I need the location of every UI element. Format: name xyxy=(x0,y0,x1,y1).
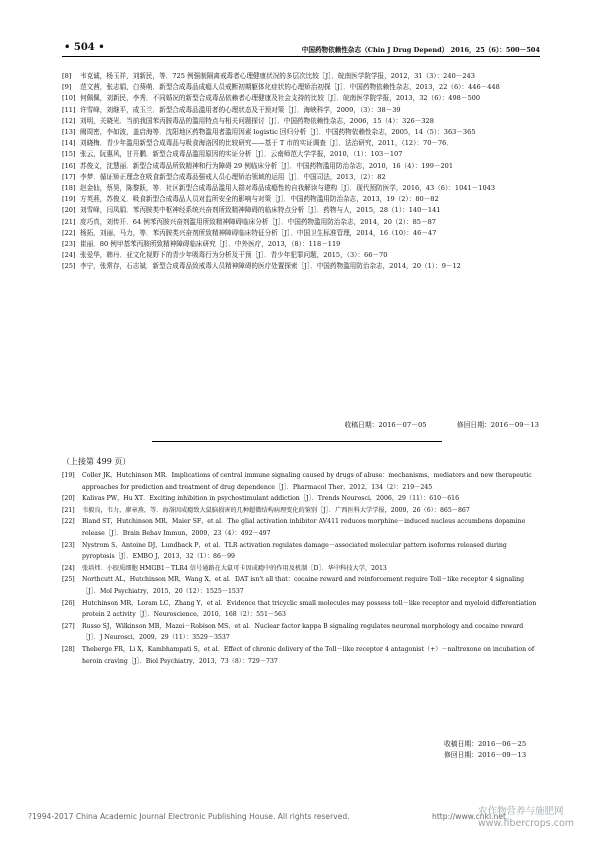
reference-entry xyxy=(62,149,540,160)
reference-entry xyxy=(62,71,540,82)
reference-number: [11] xyxy=(62,105,76,114)
reference-text: 苏俊义，沈慧丽．新型合成毒品所致精神和行为障碍 29 例临床分析［J］．中国药物滥用防治杂志，2010，16（4）：199－201 xyxy=(80,161,454,170)
reference-entry xyxy=(62,644,540,667)
reference-number: [25] xyxy=(62,576,75,584)
reference-entry xyxy=(62,93,540,104)
reference-text: 庞巧真，刘传开．64 例苯丙胺兴奋剂滥用所致精神障碍临床分析［J］．中国药物滥用防治杂志，2014，20（2）：85－87 xyxy=(80,217,436,226)
reference-number: [22] xyxy=(62,228,76,237)
reference-number: [19] xyxy=(62,195,76,204)
reference-number: [24] xyxy=(62,251,76,260)
reference-text: Coller JK，Hutchinson MR．Implications of central immune signaling caused by drugs of abuse：mechanisms，mediators and new therapeutic approaches for prediction and treatment of drug dependence［J］．Pharmacol Ther，2012，134（2）：219－245 xyxy=(82,472,532,491)
reference-number: [26] xyxy=(62,599,75,607)
reference-text: 何佩佩，刘新民，李秀．不同婚况的新型合成毒品依赖者心理健康及社会支持的比较［J］．皖南医学院学报，2013，32（6）：498－500 xyxy=(80,94,481,103)
reference-text: 张爱华，韩丹．亚文化视野下的青少年吸毒行为分析及干预［J］．青少年犯罪问题，2015，（3）：66－70 xyxy=(80,251,388,260)
reference-number: [28] xyxy=(62,645,75,653)
reference-number: [9] xyxy=(62,83,72,92)
reference-text: 韦克诚，杨玉祥，刘新民，等．725 例强制隔离戒毒者心理健康状况的多层次比较［J］．皖南医学院学报，2012，31（3）：240－243 xyxy=(80,72,475,80)
reference-entry xyxy=(62,183,540,194)
reference-entry xyxy=(62,493,540,505)
reference-number: [15] xyxy=(62,150,76,159)
page-number: • 504 • xyxy=(64,42,105,53)
page-header xyxy=(62,40,540,57)
reference-text: 李梦．循证矫正理念在吸食新型合成毒品强戒人员心理矫治领域的运用［J］．中国司法，2013，（2）：82 xyxy=(80,172,386,181)
reference-text: 赵金仙，蔡昊，陈黎跃，等．社区新型合成毒品滥用人群对毒品成瘾性的自我解读与建构［J］．现代预防医学，2016，43（6）：1041－1043 xyxy=(80,184,496,193)
reference-number: [24] xyxy=(62,564,75,572)
reference-list-part2 xyxy=(62,470,540,667)
reference-list-part1 xyxy=(62,71,540,273)
reference-entry xyxy=(62,194,540,205)
journal-citation: 中国药物依赖性杂志（Chin J Drug Depend） 2016，25（6）：500－504 xyxy=(301,46,540,54)
reference-entry xyxy=(62,105,540,116)
reference-number: [17] xyxy=(62,172,76,181)
reference-entry xyxy=(62,161,540,172)
reference-text: 刘雪峰，闫凤娟．苯丙胺类中枢神经系统兴奋剂所致精神障碍的临床特点分析［J］．药物与人，2015，28（1）：140－141 xyxy=(80,206,441,215)
reference-number: [20] xyxy=(62,495,75,503)
reference-number: [16] xyxy=(62,161,76,170)
reference-entry xyxy=(62,116,540,127)
reference-entry xyxy=(62,239,540,250)
reference-number: [10] xyxy=(62,94,76,103)
reference-text: 刘晓梅．青少年滥用新型合成毒品与吸食海洛因的比较研究——基于 T 市的实证调查［J］．法治研究，2011，（12）：70－76． xyxy=(80,139,453,148)
reference-text: 李宁，张常存，石志斌．新型合成毒品致戒毒人员精神障碍的医疗处置探索［J］．中国药物滥用防治杂志，2014，20（1）：9－12 xyxy=(80,262,461,271)
reference-text: Russo SJ，Wilkinson MB，Mazei－Robison MS，et al．Nuclear factor kappa B signaling regulates neuronal morphology and cocaine reward［J］．J Neurosci，2009，29（11）：3529－3537 xyxy=(82,622,524,642)
watermark-url: www.fibercrops.com xyxy=(478,818,575,829)
reference-entry xyxy=(62,205,540,216)
article-dates xyxy=(344,419,539,429)
reference-entry xyxy=(62,470,540,493)
reference-entry xyxy=(62,172,540,183)
reference-number: [27] xyxy=(62,622,75,630)
reference-text: 张培炜．小胶质细胞 HMGB1－TLR4 信号通路在大鼠可卡因成瘾中的作用及机制［D］．华中科技大学，2013 xyxy=(82,564,387,572)
reference-number: [23] xyxy=(62,541,75,549)
reference-entry xyxy=(62,127,540,138)
watermark-name: 农作物营养与施肥网 xyxy=(478,806,564,817)
reference-text: Kalivas PW，Hu XT．Exciting inhibition in psychostimulant addiction［J］．Trends Neurosci，2006，29（11）：610－616 xyxy=(82,495,460,503)
reference-text: Theberge FR，Li X，Kambhampati S，et al．Effect of chronic delivery of the Toll－like receptor 4 antagonist（+）－naltrexone on incubation of heroin craving［J］．Biol Psychiatry，2013，73（8）：729－737 xyxy=(82,645,535,665)
reference-text: Hutchinson MR，Loram LC，Zhang Y，et al．Evidence that tricyclic small molecules may possess toll－like receptor and myeloid differentiation protein 2 activity［J］．Neuroscience，2010，168（2）：551－563 xyxy=(82,599,537,619)
reference-number: [8] xyxy=(62,72,72,80)
reference-number: [21] xyxy=(62,506,75,514)
reference-number: [23] xyxy=(62,240,76,249)
reference-number: [18] xyxy=(62,184,76,193)
reference-number: [12] xyxy=(62,116,76,125)
reference-number: [21] xyxy=(62,217,76,226)
reference-entry xyxy=(62,217,540,228)
reference-text: Northcutt AL，Hutchinson MR，Wang X，et al．DAT isn't all that：cocaine reward and reinforcement require Toll－like receptor 4 signaling［J］．Mol Psychiatry，2015，20（12）：1525－1537 xyxy=(82,576,525,595)
received-date: 收稿日期：2016－07－05 xyxy=(344,421,427,429)
reference-entry xyxy=(62,138,540,149)
reference-text: Bland ST，Hutchinson MR，Maier SF，et al．The glial activation inhibitor AV411 reduces morphine－induced nucleus accumbens dopamine release［J］．Brain Behav Immun，2009，23（4）：492－497 xyxy=(82,518,526,537)
reference-number: [25] xyxy=(62,262,76,271)
reference-text: 崔丽．80 例甲基苯丙胺所致精神障碍临床研究［J］．中外医疗，2013，（8）：118－119 xyxy=(80,240,341,249)
revised-date: 修回日期：2016－09－13 xyxy=(444,751,527,759)
page-footer xyxy=(28,812,506,821)
reference-text: 刘明，关晓光．当前我国苯丙胺毒品的滥用特点与相关问题探讨［J］．中国药物依赖性杂志，2006，15（4）：326－328 xyxy=(80,116,434,125)
received-date: 收稿日期：2016－06－25 xyxy=(444,740,527,748)
site-watermark xyxy=(478,806,574,830)
reference-entry xyxy=(62,228,540,239)
reference-number: [19] xyxy=(62,472,75,479)
reference-entry xyxy=(62,261,540,272)
reference-entry xyxy=(62,505,540,517)
reference-text: 许雪峰，刘继平，成玉兰．新型合成毒品滥用者的心理状态及干预对策［J］．海峡科学，2009，（3）：38－39 xyxy=(80,105,401,114)
reference-entry xyxy=(62,574,540,597)
reference-text: 阙周密，李如波，盖启海等．沈阳地区药物滥用者滥用因素 logistic 回归分析［J］．中国药物依赖性杂志，2005，14（5）：363－365 xyxy=(80,128,476,137)
continued-from-label: （上接第 499 页） xyxy=(62,457,131,466)
copyright-notice: ?1994-2017 China Academic Journal Electronic Publishing House. All rights reserved. xyxy=(28,812,350,821)
section-divider xyxy=(152,441,442,442)
reference-entry xyxy=(62,250,540,261)
reference-number: [20] xyxy=(62,206,76,215)
reference-text: 方英燕，苏俊义．吸食新型合成毒品人员对监所安全的影响与对策［J］．中国药物滥用防治杂志，2013，19（2）：80－82 xyxy=(80,195,439,204)
reference-text: 韦毅良，韦力，廖章燕，等．海洛因成瘾致大鼠脑损害的几种超微结构病理变化的鉴别［J］．广西医科大学学报，2009，26（6）：865－867 xyxy=(82,506,470,514)
reference-text: 杨拓，刘丽，马力，等．苯丙胺类兴奋剂所致精神障碍临床特征分析［J］．中国卫生标准管理，2014，16（10）：46－47 xyxy=(80,228,437,237)
reference-number: [13] xyxy=(62,128,76,137)
cnki-link[interactable]: http://www.cnki.net xyxy=(432,812,506,821)
reference-entry xyxy=(62,540,540,563)
reference-entry xyxy=(62,563,540,575)
reference-number: [22] xyxy=(62,518,75,526)
reference-entry xyxy=(62,82,540,93)
reference-entry xyxy=(62,621,540,644)
reference-text: Nystrom S，Antoine DJ，Lundback P，et al．TLR activation regulates damage－associated molecular pattern isoforms released during pyroptosis［J］．EMBO J，2013，32（1）：86－99 xyxy=(82,541,507,561)
continued-article-dates xyxy=(444,739,539,761)
revised-date: 修回日期：2016－09－13 xyxy=(456,421,539,429)
reference-entry xyxy=(62,516,540,539)
reference-entry xyxy=(62,598,540,621)
reference-text: 范文茜，张志娟，白葵萌．新型合成毒品成瘾人员戒断初期躯体化症状的心理矫治初探［J］．中国药物依赖性杂志，2013，22（6）：446－448 xyxy=(80,83,500,92)
reference-text: 张云，阮惠风，甘开鹏．新型合成毒品滥用原因的实证分析［J］．云南师范大学学报，2010，（1）：103－107 xyxy=(80,150,403,159)
reference-number: [14] xyxy=(62,139,76,148)
